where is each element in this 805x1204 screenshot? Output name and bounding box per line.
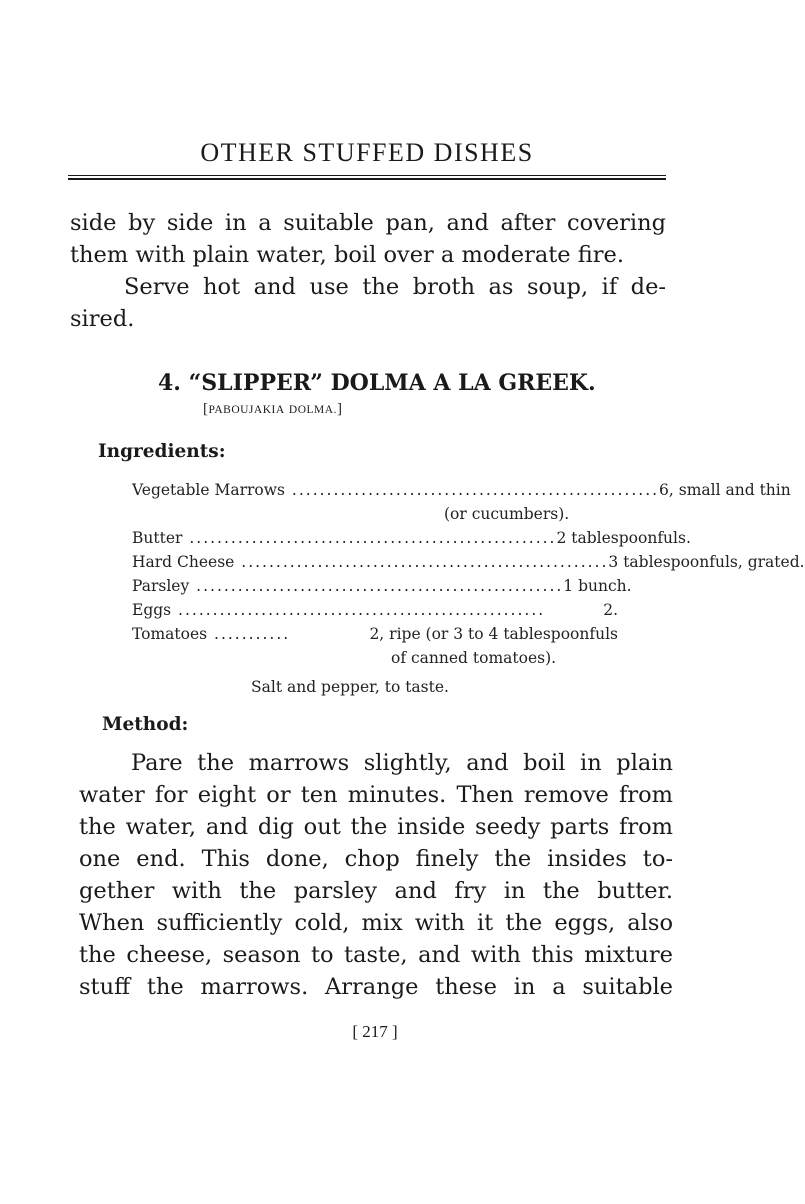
ingredient-amount: 2. [603,601,618,619]
recipe-heading: 4. “SLIPPER” DOLMA A LA GREEK. [158,370,596,396]
header-rule-thin [68,175,666,176]
ingredient-amount: 1 bunch. [563,577,632,595]
method-line: gether with the parsley and fry in the butter. [79,878,673,904]
method-label: Method: [102,714,189,735]
method-line: the cheese, season to taste, and with this mixture [79,942,673,968]
ingredient-note: (or cucumbers). [444,505,570,523]
leader-dots: ..................................................... [189,577,564,595]
ingredient-row [132,625,618,643]
ingredient-row [132,601,618,619]
leader-dots: ..................................................... [182,529,557,547]
ingredient-amount: 3 tablespoonfuls, grated. [608,553,805,571]
ingredient-row [132,577,632,595]
method-line: one end. This done, chop finely the insides to- [79,846,673,872]
ingredient-name: Parsley [132,577,190,595]
method-line: Pare the marrows slightly, and boil in plain [131,750,673,776]
running-head: OTHER STUFFED DISHES [200,138,534,167]
ingredient-name: Vegetable Marrows [132,481,285,499]
recipe-subtitle [203,401,342,418]
seasoning-line: Salt and pepper, to taste. [251,678,449,696]
ingredient-row [132,481,791,499]
continuation-line: side by side in a suitable pan, and after covering [70,210,666,236]
leader-dots: ..................................................... [284,481,660,499]
ingredient-name: Hard Cheese [132,553,235,571]
ingredient-row [132,553,805,571]
subtitle-bracket-close: ] [336,401,343,417]
leader-dots: ..................................................... [171,601,546,619]
subtitle-bracket-open: [ [203,401,209,417]
leader-dots: ........... [207,625,291,643]
ingredient-name: Eggs [132,601,172,619]
ingredient-amount: 2, ripe (or 3 to 4 tablespoonfuls [369,625,618,643]
subtitle-word: PABOUJAKIA [208,404,285,416]
continuation-line: Serve hot and use the broth as soup, if de- [124,274,666,300]
ingredient-name: Butter [132,529,183,547]
method-line: the water, and dig out the inside seedy parts from [79,814,673,840]
subtitle-word: DOLMA. [288,404,337,416]
leader-dots: ..................................................... [234,553,609,571]
ingredient-note: of canned tomatoes). [391,649,557,667]
continuation-line: them with plain water, boil over a moderate fire. [70,242,624,268]
ingredient-row [132,529,691,547]
method-line: stuff the marrows. Arrange these in a suitable [79,974,673,1000]
ingredient-name: Tomatoes [132,625,208,643]
method-line: When sufficiently cold, mix with it the eggs, also [79,910,673,936]
ingredients-label: Ingredients: [98,441,226,462]
header-rule-thick [68,178,666,180]
ingredient-amount: 2 tablespoonfuls. [556,529,691,547]
continuation-line: sired. [70,306,135,332]
method-line: water for eight or ten minutes. Then remove from [79,782,673,808]
page-number: [ 217 ] [352,1022,398,1041]
ingredient-amount: 6, small and thin [659,481,791,499]
